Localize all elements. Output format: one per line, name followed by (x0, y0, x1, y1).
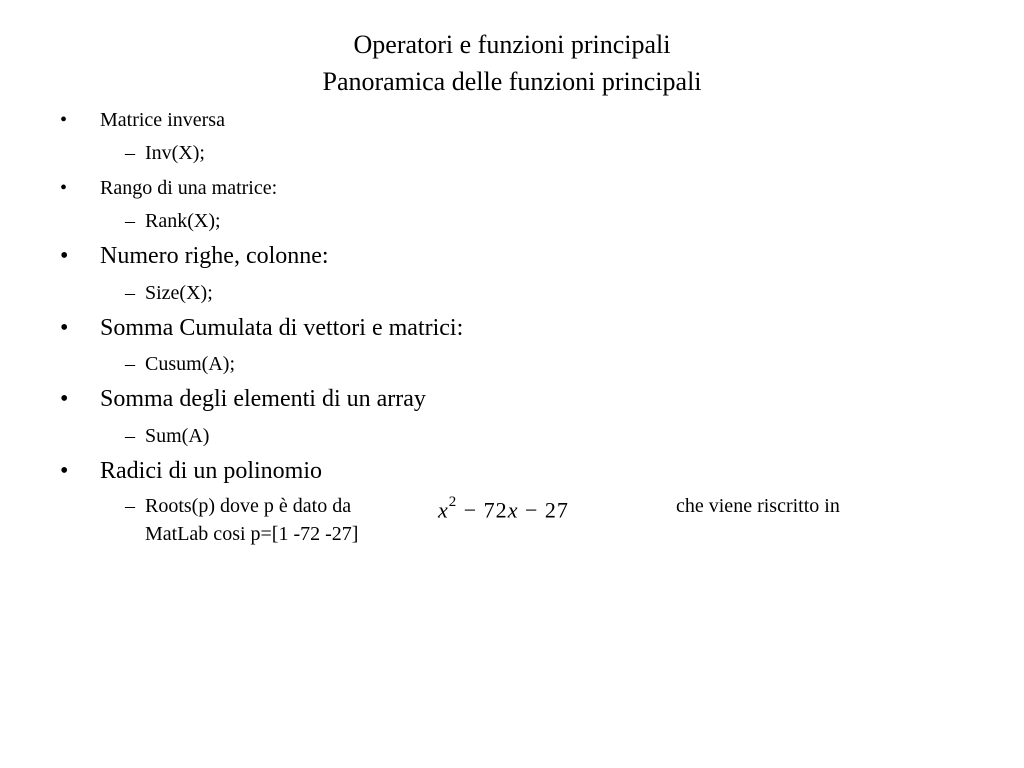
list-item: Radici di un polinomio (100, 458, 322, 484)
sub-list-item-continuation: che viene riscritto in (676, 495, 840, 517)
list-item: Rango di una matrice: (100, 177, 278, 199)
list-item: Somma degli elementi di un array (100, 386, 426, 412)
bullet-marker: • (60, 177, 68, 199)
formula-var: x (438, 497, 449, 523)
dash-marker: – (125, 210, 135, 232)
formula-tail: − 27 (518, 497, 569, 523)
bullet-marker: • (60, 315, 69, 341)
bullet-marker: • (60, 458, 69, 484)
bullet-marker: • (60, 243, 69, 269)
formula-var2: x (507, 497, 519, 523)
polynomial-formula (438, 494, 569, 523)
formula-middle: − 72 (457, 497, 508, 523)
bullet-marker: • (60, 386, 69, 412)
slide-subtitle: Panoramica delle funzioni principali (322, 67, 702, 96)
dash-marker: – (125, 425, 135, 447)
slide-title: Operatori e funzioni principali (353, 30, 671, 59)
list-item: Somma Cumulata di vettori e matrici: (100, 315, 464, 341)
dash-marker: – (125, 495, 135, 517)
sub-list-item: Sum(A) (145, 425, 210, 447)
formula-exponent: 2 (448, 494, 458, 510)
bullet-marker: • (60, 109, 68, 131)
dash-marker: – (125, 353, 135, 375)
dash-marker: – (125, 142, 135, 164)
sub-list-item: Cusum(A); (145, 353, 235, 375)
sub-list-item: Size(X); (145, 282, 213, 304)
list-item: Numero righe, colonne: (100, 243, 329, 269)
sub-list-item-line2: MatLab cosi p=[1 -72 -27] (145, 523, 359, 545)
sub-list-item: Rank(X); (145, 210, 221, 232)
dash-marker: – (125, 282, 135, 304)
sub-list-item: Roots(p) dove p è dato da (145, 495, 352, 517)
list-item: Matrice inversa (100, 109, 225, 131)
sub-list-item: Inv(X); (145, 142, 205, 164)
